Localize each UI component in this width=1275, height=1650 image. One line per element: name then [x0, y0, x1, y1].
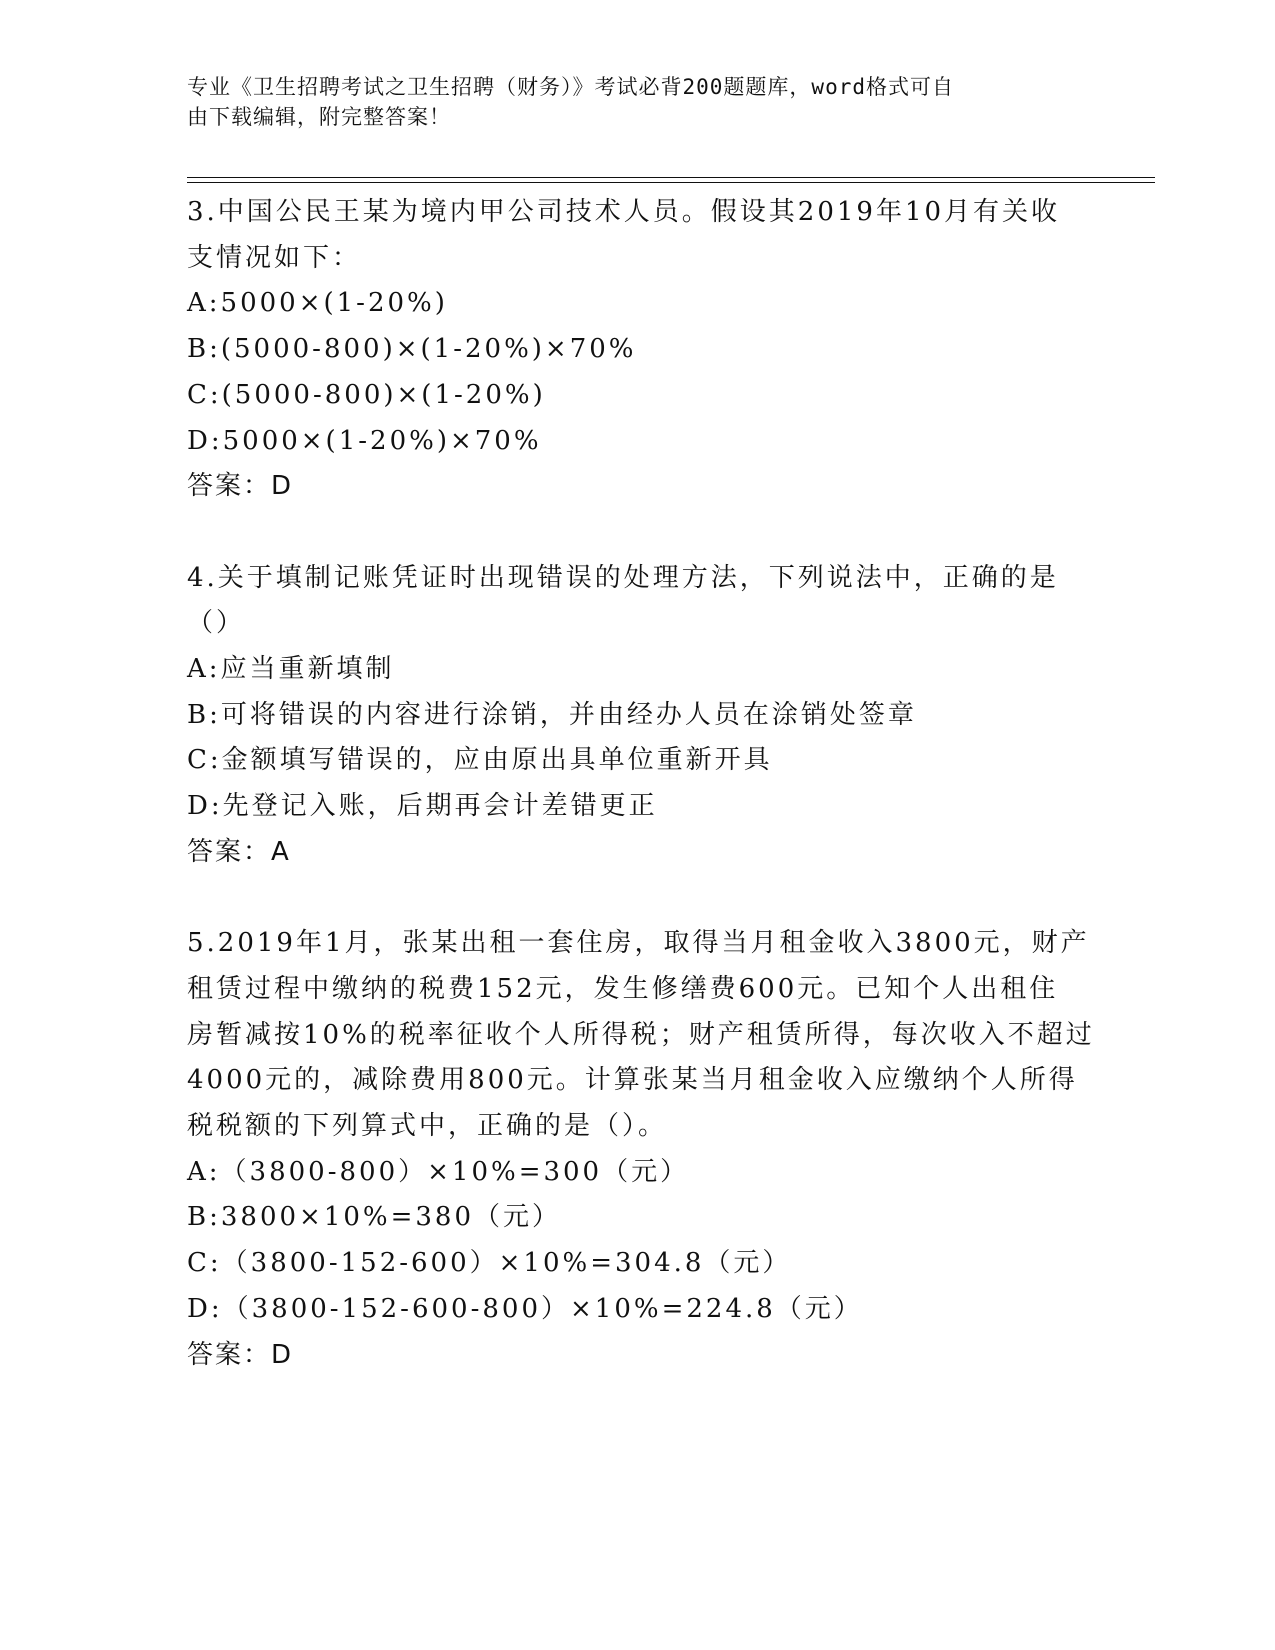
answer-key: 答案：D — [187, 1339, 294, 1370]
header-line-1: 专业《卫生招聘考试之卫生招聘（财务）》考试必背200题题库，word格式可自 — [187, 75, 954, 99]
header-divider-bottom — [187, 182, 1155, 183]
question-stem-line: 支情况如下： — [187, 242, 362, 273]
header-divider-top — [187, 177, 1155, 178]
answer-key: 答案：D — [187, 471, 294, 502]
option-a: A:5000×(1-20%) — [187, 288, 448, 319]
answer-key: 答案：A — [187, 836, 291, 867]
option-d: D:5000×(1-20%)×70% — [187, 425, 542, 456]
question-stem-line: 4.关于填制记账凭证时出现错误的处理方法，下列说法中，正确的是 — [187, 562, 1059, 593]
question-stem-line: 3.中国公民王某为境内甲公司技术人员。假设其2019年10月有关收 — [187, 197, 1061, 227]
header-line-2: 由下载编辑，附完整答案！ — [187, 105, 451, 129]
question-list — [187, 190, 1095, 1378]
option-b: B:(5000-800)×(1-20%)×70% — [187, 334, 637, 365]
option-b: B:可将错误的内容进行涂销，并由经办人员在涂销处签章 — [187, 699, 917, 730]
question-stem-line: 税税额的下列算式中，正确的是（）。 — [187, 1111, 668, 1142]
option-a: A:应当重新填制 — [187, 654, 395, 685]
question-stem-line: （） — [187, 608, 246, 639]
spacer — [187, 876, 1087, 922]
question-stem-line: 租赁过程中缴纳的税费152元，发生修缮费600元。已知个人出租住 — [187, 973, 1059, 1004]
question-4 — [187, 556, 1087, 876]
question-stem-line: 房暂减按10%的税率征收个人所得税；财产租赁所得，每次收入不超过 — [187, 1019, 1095, 1050]
option-d: D:（3800-152-600-800）×10%=224.8（元） — [187, 1293, 863, 1324]
option-c: C:(5000-800)×(1-20%) — [187, 379, 546, 410]
question-stem-line: 5.2019年1月，张某出租一套住房，取得当月租金收入3800元，财产 — [187, 928, 1090, 959]
question-stem-line: 4000元的，减除费用800元。计算张某当月租金收入应缴纳个人所得 — [187, 1065, 1078, 1096]
option-b: B:3800×10%=380（元） — [187, 1202, 562, 1233]
option-c: C:（3800-152-600）×10%=304.8（元） — [187, 1248, 792, 1279]
option-c: C:金额填写错误的，应由原出具单位重新开具 — [187, 745, 773, 776]
option-a: A:（3800-800）×10%=300（元） — [187, 1156, 690, 1187]
spacer — [187, 510, 1087, 556]
question-3 — [187, 190, 1087, 510]
option-d: D:先登记入账，后期再会计差错更正 — [187, 791, 658, 822]
document-header — [187, 72, 1067, 132]
question-5 — [187, 921, 1095, 1378]
